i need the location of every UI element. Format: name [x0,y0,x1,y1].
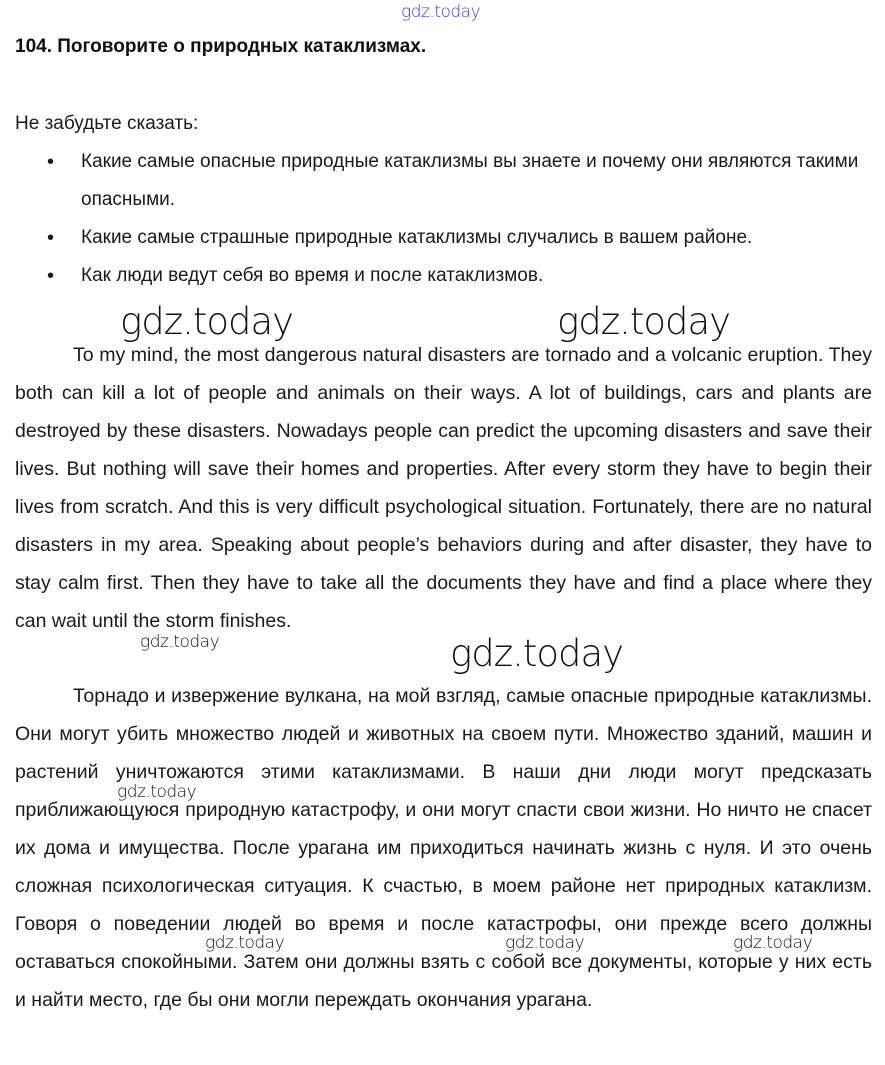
watermark: gdz.today [557,300,731,343]
task-bullet-list [15,143,875,295]
watermark: gdz.today [120,300,294,343]
bullet-item: • Как люди ведут себя во время и после катаклизмов. [15,257,875,295]
bullet-item: • Какие самые опасные природные катаклизмы вы знаете и почему они являются такими опасными. [15,143,875,219]
bullet-item: • Какие самые страшные природные катаклизмы случались в вашем районе. [15,219,875,257]
watermark: gdz.today [117,782,197,802]
watermark: gdz.today [205,933,285,953]
task-title: 104. Поговорите о природных катаклизмах. [15,36,427,57]
watermark: gdz.today [450,632,624,675]
watermark: gdz.today [140,632,220,652]
answer-english: To my mind, the most dangerous natural disasters are tornado and a volcanic eruption. They both can kill a lot of people and animals on their ways. A lot of buildings, cars and plants are destroyed by these disasters. Nowadays people can predict the upcoming disasters and save their lives. But nothing will save their homes and properties. After every storm they have to begin their lives from scratch. And this is very difficult psychological situation. Fortunately, there are no natural disasters in my area. Speaking about people’s behaviors during and after disaster, they have to stay calm first. Then they have to take all the documents they have and find a place where they can wait until the storm finishes. [15,344,872,632]
task-intro: Не забудьте сказать: [15,113,199,134]
watermark: gdz.today [505,933,585,953]
watermark: gdz.today [733,933,813,953]
watermark-top: gdz.today [401,2,481,22]
answer-russian: Торнадо и извержение вулкана, на мой взгляд, самые опасные природные катаклизмы. Они могут убить множество людей и животных на своем пути. Множество зданий, машин и растений уничтожаются этими катаклизмами. В наши дни люди могут предсказать приближающуюся природную катастрофу, и они могут спасти свои жизни. Но ничто не спасет их дома и имущества. После урагана им приходиться начинать жизнь с нуля. И это очень сложная психологическая ситуация. К счастью, в моем районе нет природных катаклизм. Говоря о поведении людей во время и после катастрофы, они прежде всего должны оставаться спокойными. Затем они должны взять с собой все документы, которые у них есть и найти место, где бы они могли переждать окончания урагана. [15,685,872,1011]
